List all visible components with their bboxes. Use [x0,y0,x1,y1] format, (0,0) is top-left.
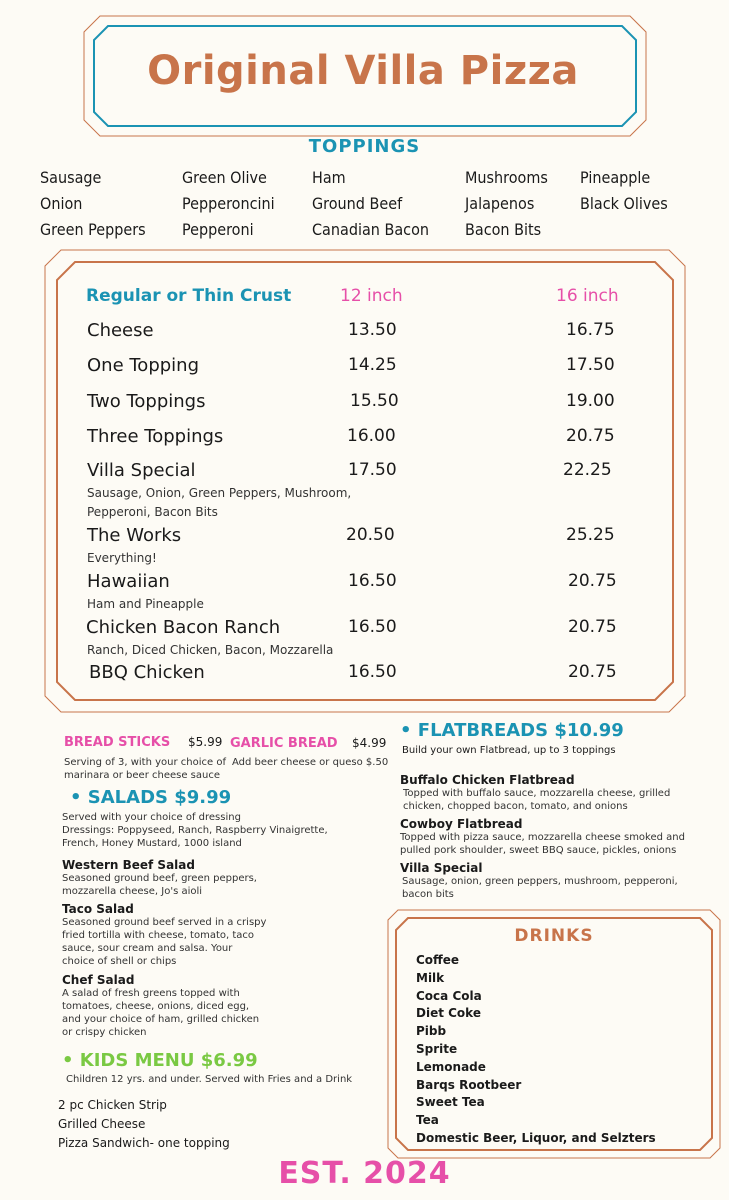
drink-item: Tea [416,1113,439,1128]
toppings-column [580,168,668,220]
price-16-inch: 20.75 [568,571,617,591]
kids-item: 2 pc Chicken Strip [58,1098,167,1112]
drinks-list [416,952,656,1148]
price-16-inch: 20.75 [566,426,615,446]
price-12-inch: 13.50 [348,320,397,340]
toppings-column [312,168,429,246]
price-16-inch: 17.50 [566,355,615,375]
topping-item: Pepperoni [182,220,254,239]
price-16-inch: 22.25 [563,460,612,480]
established-label: EST. 2024 [278,1156,451,1191]
bread-sticks-price: $5.99 [188,735,223,749]
bread-sticks-desc: Serving of 3, with your choice of marinara or beer cheese sauce [64,757,226,781]
crust-label: Regular or Thin Crust [86,286,292,306]
pizza-name: Hawaiian [87,571,170,592]
bread-sticks-title: BREAD STICKS [64,735,171,750]
topping-item: Onion [40,194,83,213]
pizza-description: Pepperoni, Bacon Bits [87,505,218,519]
pizza-name: Chicken Bacon Ranch [86,617,281,638]
pizza-description: Ranch, Diced Chicken, Bacon, Mozzarella [87,643,334,657]
kids-items [58,1096,230,1153]
flatbreads-title: • FLATBREADS $10.99 [400,720,624,741]
price-12-inch: 16.50 [348,571,397,591]
flatbread-item: Cowboy Flatbread Topped with pizza sauce, mozzarella cheese smoked and pulled pork shoulder, sweet BBQ sauce, pickles, onions [400,817,685,856]
salad-item: Taco Salad Seasoned ground beef served in a crispy fried tortilla with cheese, tomato, taco sauce, sour cream and salsa. Your choice of shell or chips [62,902,267,967]
flatbreads-desc: Build your own Flatbread, up to 3 toppings [402,745,616,756]
drink-item: Domestic Beer, Liquor, and Selzters [416,1130,656,1145]
topping-item: Ground Beef [312,194,403,213]
salads-desc: Served with your choice of dressing Dressings: Poppyseed, Ranch, Raspberry Vinaigrette, French, Honey Mustard, 1000 island [62,812,328,849]
drink-item: Sweet Tea [416,1095,485,1110]
drink-item: Diet Coke [416,1006,481,1021]
size-12-label: 12 inch [340,286,403,306]
topping-item: Green Peppers [40,220,146,239]
kids-menu-desc: Children 12 yrs. and under. Served with Fries and a Drink [66,1074,353,1085]
pizza-description: Sausage, Onion, Green Peppers, Mushroom, [87,486,352,500]
price-16-inch: 16.75 [566,320,615,340]
salad-item: Chef Salad A salad of fresh greens topped with tomatoes, cheese, onions, diced egg, and your choice of ham, grilled chicken or crispy chicken [62,973,260,1038]
topping-item: Pepperoncini [182,194,275,213]
pizza-name: The Works [87,525,182,546]
price-16-inch: 25.25 [566,525,615,545]
pizza-description: Everything! [87,551,157,565]
toppings-column [465,168,548,246]
size-16-label: 16 inch [556,286,619,306]
restaurant-title: Original Villa Pizza [147,48,579,94]
price-16-inch: 20.75 [568,617,617,637]
flatbread-item: Villa Special Sausage, onion, green peppers, mushroom, pepperoni, bacon bits [400,861,678,900]
drink-item: Pibb [416,1024,447,1039]
price-16-inch: 19.00 [566,391,615,411]
price-12-inch: 17.50 [348,460,397,480]
drink-item: Milk [416,970,445,985]
pizza-name: Three Toppings [87,426,224,447]
kids-item: Grilled Cheese [58,1117,146,1131]
topping-item: Pineapple [580,168,651,187]
salads-title: • SALADS $9.99 [70,787,232,808]
salad-item: Western Beef Salad Seasoned ground beef, green peppers, mozzarella cheese, Jo's aioli [62,858,257,897]
pizza-name: BBQ Chicken [89,662,205,683]
toppings-column [182,168,275,246]
drink-item: Coffee [416,953,460,967]
topping-item: Ham [312,168,346,187]
kids-item: Pizza Sandwich- one topping [58,1136,230,1150]
topping-item: Mushrooms [465,168,548,187]
topping-item: Green Olive [182,168,267,187]
drink-item: Lemonade [416,1059,486,1074]
pizza-name: Two Toppings [87,391,206,412]
price-12-inch: 16.50 [348,662,397,682]
pizza-name: One Topping [87,355,200,376]
drinks-title: DRINKS [514,926,594,946]
price-12-inch: 15.50 [350,391,399,411]
garlic-bread-desc: Add beer cheese or queso $.50 [232,757,389,768]
garlic-bread-title: GARLIC BREAD [230,736,338,751]
pizza-description: Ham and Pineapple [87,597,204,611]
topping-item: Bacon Bits [465,220,542,239]
drink-item: Barqs Rootbeer [416,1077,522,1092]
toppings-column [40,168,146,246]
flatbread-item: Buffalo Chicken Flatbread Topped with buffalo sauce, mozzarella cheese, grilled chicken, chopped bacon, tomato, and onions [400,773,671,812]
pizza-name: Cheese [87,320,154,341]
price-12-inch: 20.50 [346,525,395,545]
toppings-heading: TOPPINGS [308,136,421,157]
drink-item: Coca Cola [416,988,482,1003]
price-16-inch: 20.75 [568,662,617,682]
price-12-inch: 16.00 [347,426,396,446]
price-12-inch: 16.50 [348,617,397,637]
topping-item: Canadian Bacon [312,220,430,239]
price-12-inch: 14.25 [348,355,397,375]
topping-item: Jalapenos [465,194,535,213]
drink-item: Sprite [416,1041,458,1056]
kids-menu-title: • KIDS MENU $6.99 [62,1050,258,1071]
garlic-bread-price: $4.99 [352,736,387,750]
topping-item: Black Olives [580,194,668,213]
topping-item: Sausage [40,168,102,187]
pizza-name: Villa Special [87,460,196,481]
